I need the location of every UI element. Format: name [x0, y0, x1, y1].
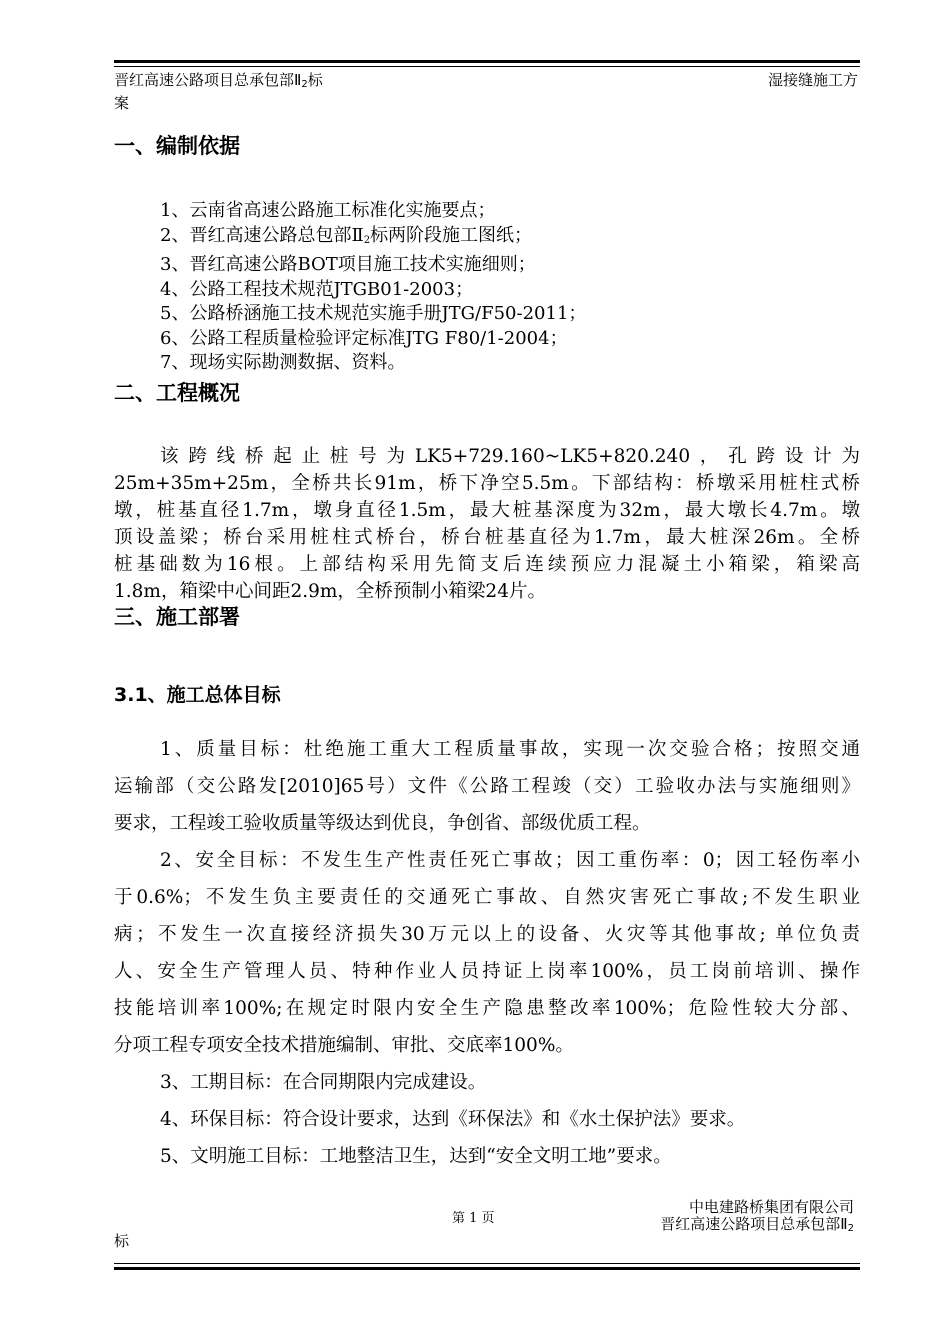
list-item-sub: 2 [363, 234, 371, 246]
header-left-sub: 2 [301, 79, 308, 90]
list-item: 2、晋红高速公路总包部$Ⅱ_2$标两阶段施工图纸； [160, 224, 533, 246]
header-rule-thin [114, 66, 860, 67]
paragraph-line: 墩，桩基直径1.7m，墩身直径1.5m，最大桩基深度为32m，最大墩长4.7m。墩 [114, 500, 860, 521]
footer-rule-thick [114, 1267, 860, 1270]
paragraph-line: 运输部（交公路发[2010]65号）文件《公路工程竣（交）工验收办法与实施细则》 [114, 776, 860, 797]
footer-company: 中电建路桥集团有限公司 [688, 1198, 854, 1216]
header-left-text: 晋红高速公路项目总承包部Ⅱ [114, 71, 302, 89]
footer-rule-thin [114, 1263, 860, 1264]
paragraph-line: 5、文明施工目标：工地整洁卫生，达到“安全文明工地”要求。 [160, 1146, 672, 1167]
footer-project [660, 1215, 854, 1238]
paragraph-line: 2、安全目标：不发生生产性责任死亡事故；因工重伤率：0；因工轻伤率小 [160, 850, 860, 871]
paragraph-line: 4、环保目标：符合设计要求，达到《环保法》和《水土保护法》要求。 [160, 1109, 746, 1130]
paragraph-line: 分项工程专项安全技术措施编制、审批、交底率100%。 [114, 1035, 574, 1056]
footer-project-text: 晋红高速公路项目总承包部Ⅱ [660, 1215, 848, 1233]
paragraph-line: 1、质量目标：杜绝施工重大工程质量事故，实现一次交验合格；按照交通 [160, 739, 860, 760]
paragraph-line: 于0.6%；不发生负主要责任的交通死亡事故、自然灾害死亡事故;不发生职业 [114, 887, 860, 908]
list-item: 5、公路桥涵施工技术规范实施手册JTG/F50-2011； [160, 303, 587, 324]
header-left-wrap: 案 [114, 94, 130, 112]
header-right: 湿接缝施工方 [767, 71, 858, 89]
paragraph-line: 1.8m，箱梁中心间距2.9m，全桥预制小箱梁24片。 [114, 581, 546, 602]
list-item: 4、公路工程技术规范JTGB01-2003； [160, 278, 474, 300]
footer-project-sub: 2 [847, 1223, 854, 1234]
header-left-tail: 标 [307, 71, 323, 89]
list-item: 7、现场实际勘测数据、资料。 [160, 352, 406, 373]
list-item: 6、公路工程质量检验评定标准JTG F80/1-2004； [160, 327, 568, 349]
header-left [114, 71, 323, 112]
paragraph-line: 要求，工程竣工验收质量等级达到优良，争创省、部级优质工程。 [114, 813, 651, 834]
paragraph-line: 25m+35m+25m，全桥共长91m，桥下净空5.5m。下部结构：桥墩采用桩柱式桥 [114, 473, 860, 494]
section1-title: 一、编制依据 [114, 134, 240, 158]
paragraph-line: 人、安全生产管理人员、特种作业人员持证上岗率100%，员工岗前培训、操作 [114, 961, 860, 982]
reference-list [160, 199, 586, 376]
section3-subtitle: 3.1、施工总体目标 [114, 684, 281, 706]
section2-title: 二、工程概况 [114, 381, 240, 405]
overview-paragraph [114, 443, 860, 605]
list-item-tail: 标两阶段施工图纸； [370, 224, 533, 246]
paragraph-line: 桩基础数为16根。上部结构采用先简支后连续预应力混凝土小箱梁，箱梁高 [114, 554, 860, 575]
header-rule-thick [114, 60, 860, 63]
list-item: 3、晋红高速公路BOT项目施工技术实施细则； [160, 254, 536, 275]
footer-tail: 标 [114, 1232, 130, 1250]
goals-paragraphs [114, 731, 860, 1175]
section3-title: 三、施工部署 [114, 605, 240, 629]
paragraph-line: 顶设盖梁；桥台采用桩柱式桥台，桥台桩基直径为1.7m，最大桩深26m。全桥 [114, 527, 860, 548]
list-item: 1、云南省高速公路施工标准化实施要点； [160, 200, 496, 221]
paragraph-line: 技能培训率100%;在规定时限内安全生产隐患整改率100%；危险性较大分部、 [114, 998, 860, 1019]
paragraph-line: 该跨线桥起止桩号为LK5+729.160~LK5+820.240，孔跨设计为 [160, 446, 860, 467]
paragraph-line: 3、工期目标：在合同期限内完成建设。 [160, 1072, 487, 1093]
page-number: 第 1 页 [452, 1211, 495, 1226]
paragraph-line: 病；不发生一次直接经济损失30万元以上的设备、火灾等其他事故; 单位负责 [114, 924, 860, 945]
